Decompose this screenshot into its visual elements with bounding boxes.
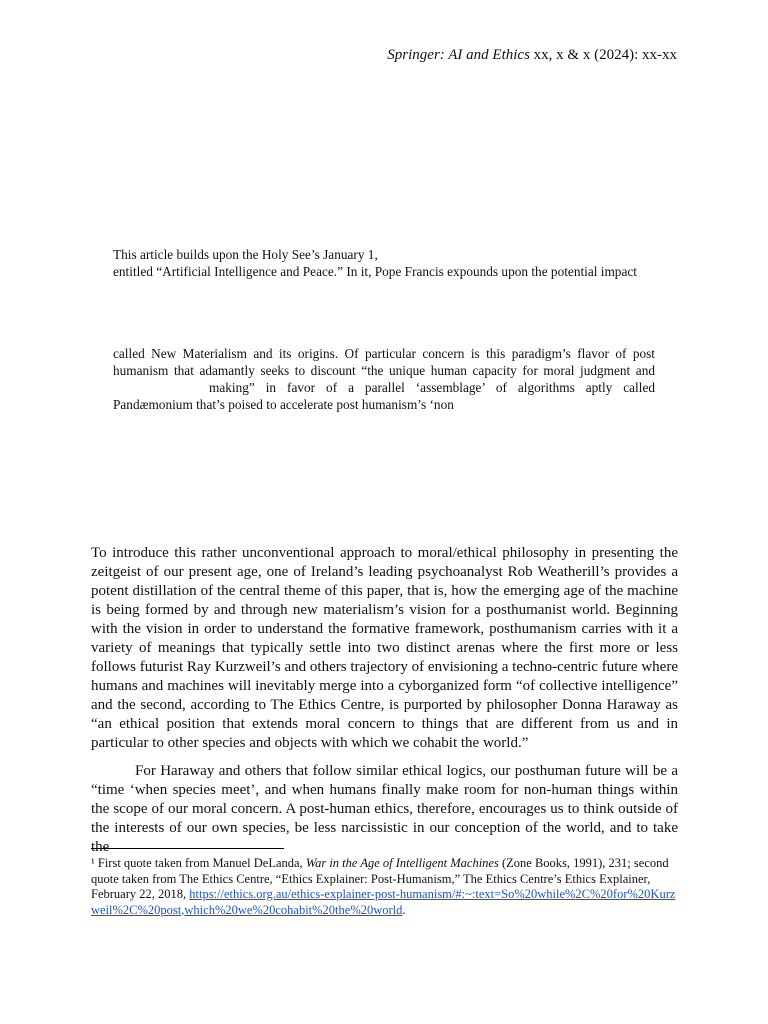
abstract-line: Pandæmonium that’s poised to accelerate post humanism’s ‘non: [113, 397, 454, 412]
abstract-line: called New Materialism and its origins. Of particular concern is this paradigm’s flavor of post: [113, 346, 655, 361]
volume-info: xx, x & x (2024): xx-xx: [529, 47, 677, 63]
footnote-text: .: [402, 902, 406, 917]
body-text: [91, 544, 678, 857]
footnote: [91, 856, 678, 918]
abstract-line: This article builds upon the Holy See’s January 1,: [113, 247, 378, 262]
footnote-link[interactable]: https://ethics.org.au/ethics-explainer-post-humanism/#:~:text=So%20while%2C%20for%20Kurzweil%2C%20post,which%20we%20cohabit%20the%20world: [91, 887, 676, 917]
abstract-block-2: [113, 345, 655, 413]
body-paragraph: For Haraway and others that follow similar ethical logics, our posthuman future will be a “time ‘when species meet’, and when humans finally make room for non-human things within the scope of our moral concern. A post-human ethics, therefore, encourages us to think outside of the interests of our own species, be less narcissistic in our conception of the world, and to take the: [91, 763, 678, 855]
footnote-book-title: War in the Age of Intelligent Machines: [305, 856, 499, 870]
abstract-line: humanism that adamantly seeks to discount “the unique human capacity for moral judgment and: [113, 363, 655, 378]
footnote-text: First quote taken from Manuel DeLanda,: [94, 856, 306, 870]
footnote-marker: ¹: [91, 856, 95, 870]
running-header: [387, 45, 677, 65]
abstract-line: entitled “Artificial Intelligence and Peace.” In it, Pope Francis expounds upon the potential impact: [113, 264, 637, 279]
body-paragraph: To introduce this rather unconventional approach to moral/ethical philosophy in presenting the zeitgeist of our present age, one of Ireland’s leading psychoanalyst Rob Weatherill’s provides a potent distillation of the central theme of this paper, that is, how the emerging age of the machine is being formed by and through new materialism’s vision for a posthumanist world. Beginning with the vision in order to understand the formative framework, posthumanism carries with it a variety of meanings that typically settle into two distinct arenas where the first more or less follows futurist Ray Kurzweil’s and others trajectory of envisioning a techno-centric future where humans and machines will inevitably merge into a cyborganized form “of collective intelligence” and the second, according to The Ethics Centre, is purported by philosopher Donna Haraway as “an ethical position that extends moral concern to things that are different from us and in particular to other species and objects with which we cohabit the world.”: [91, 545, 678, 751]
footnote-text: (Zone Books, 1991), 231; second quote taken from The Ethics Centre, “Ethics Explainer: Post-Humanism,” The Ethics Centre’s Ethics Explainer, February 22, 2018,: [91, 856, 669, 901]
journal-name: Springer: AI and Ethics: [387, 47, 530, 63]
abstract-block-1: [113, 246, 655, 280]
footnote-divider: [91, 848, 284, 849]
abstract-line: making” in favor of a parallel ‘assemblage’ of algorithms aptly called: [209, 380, 655, 395]
